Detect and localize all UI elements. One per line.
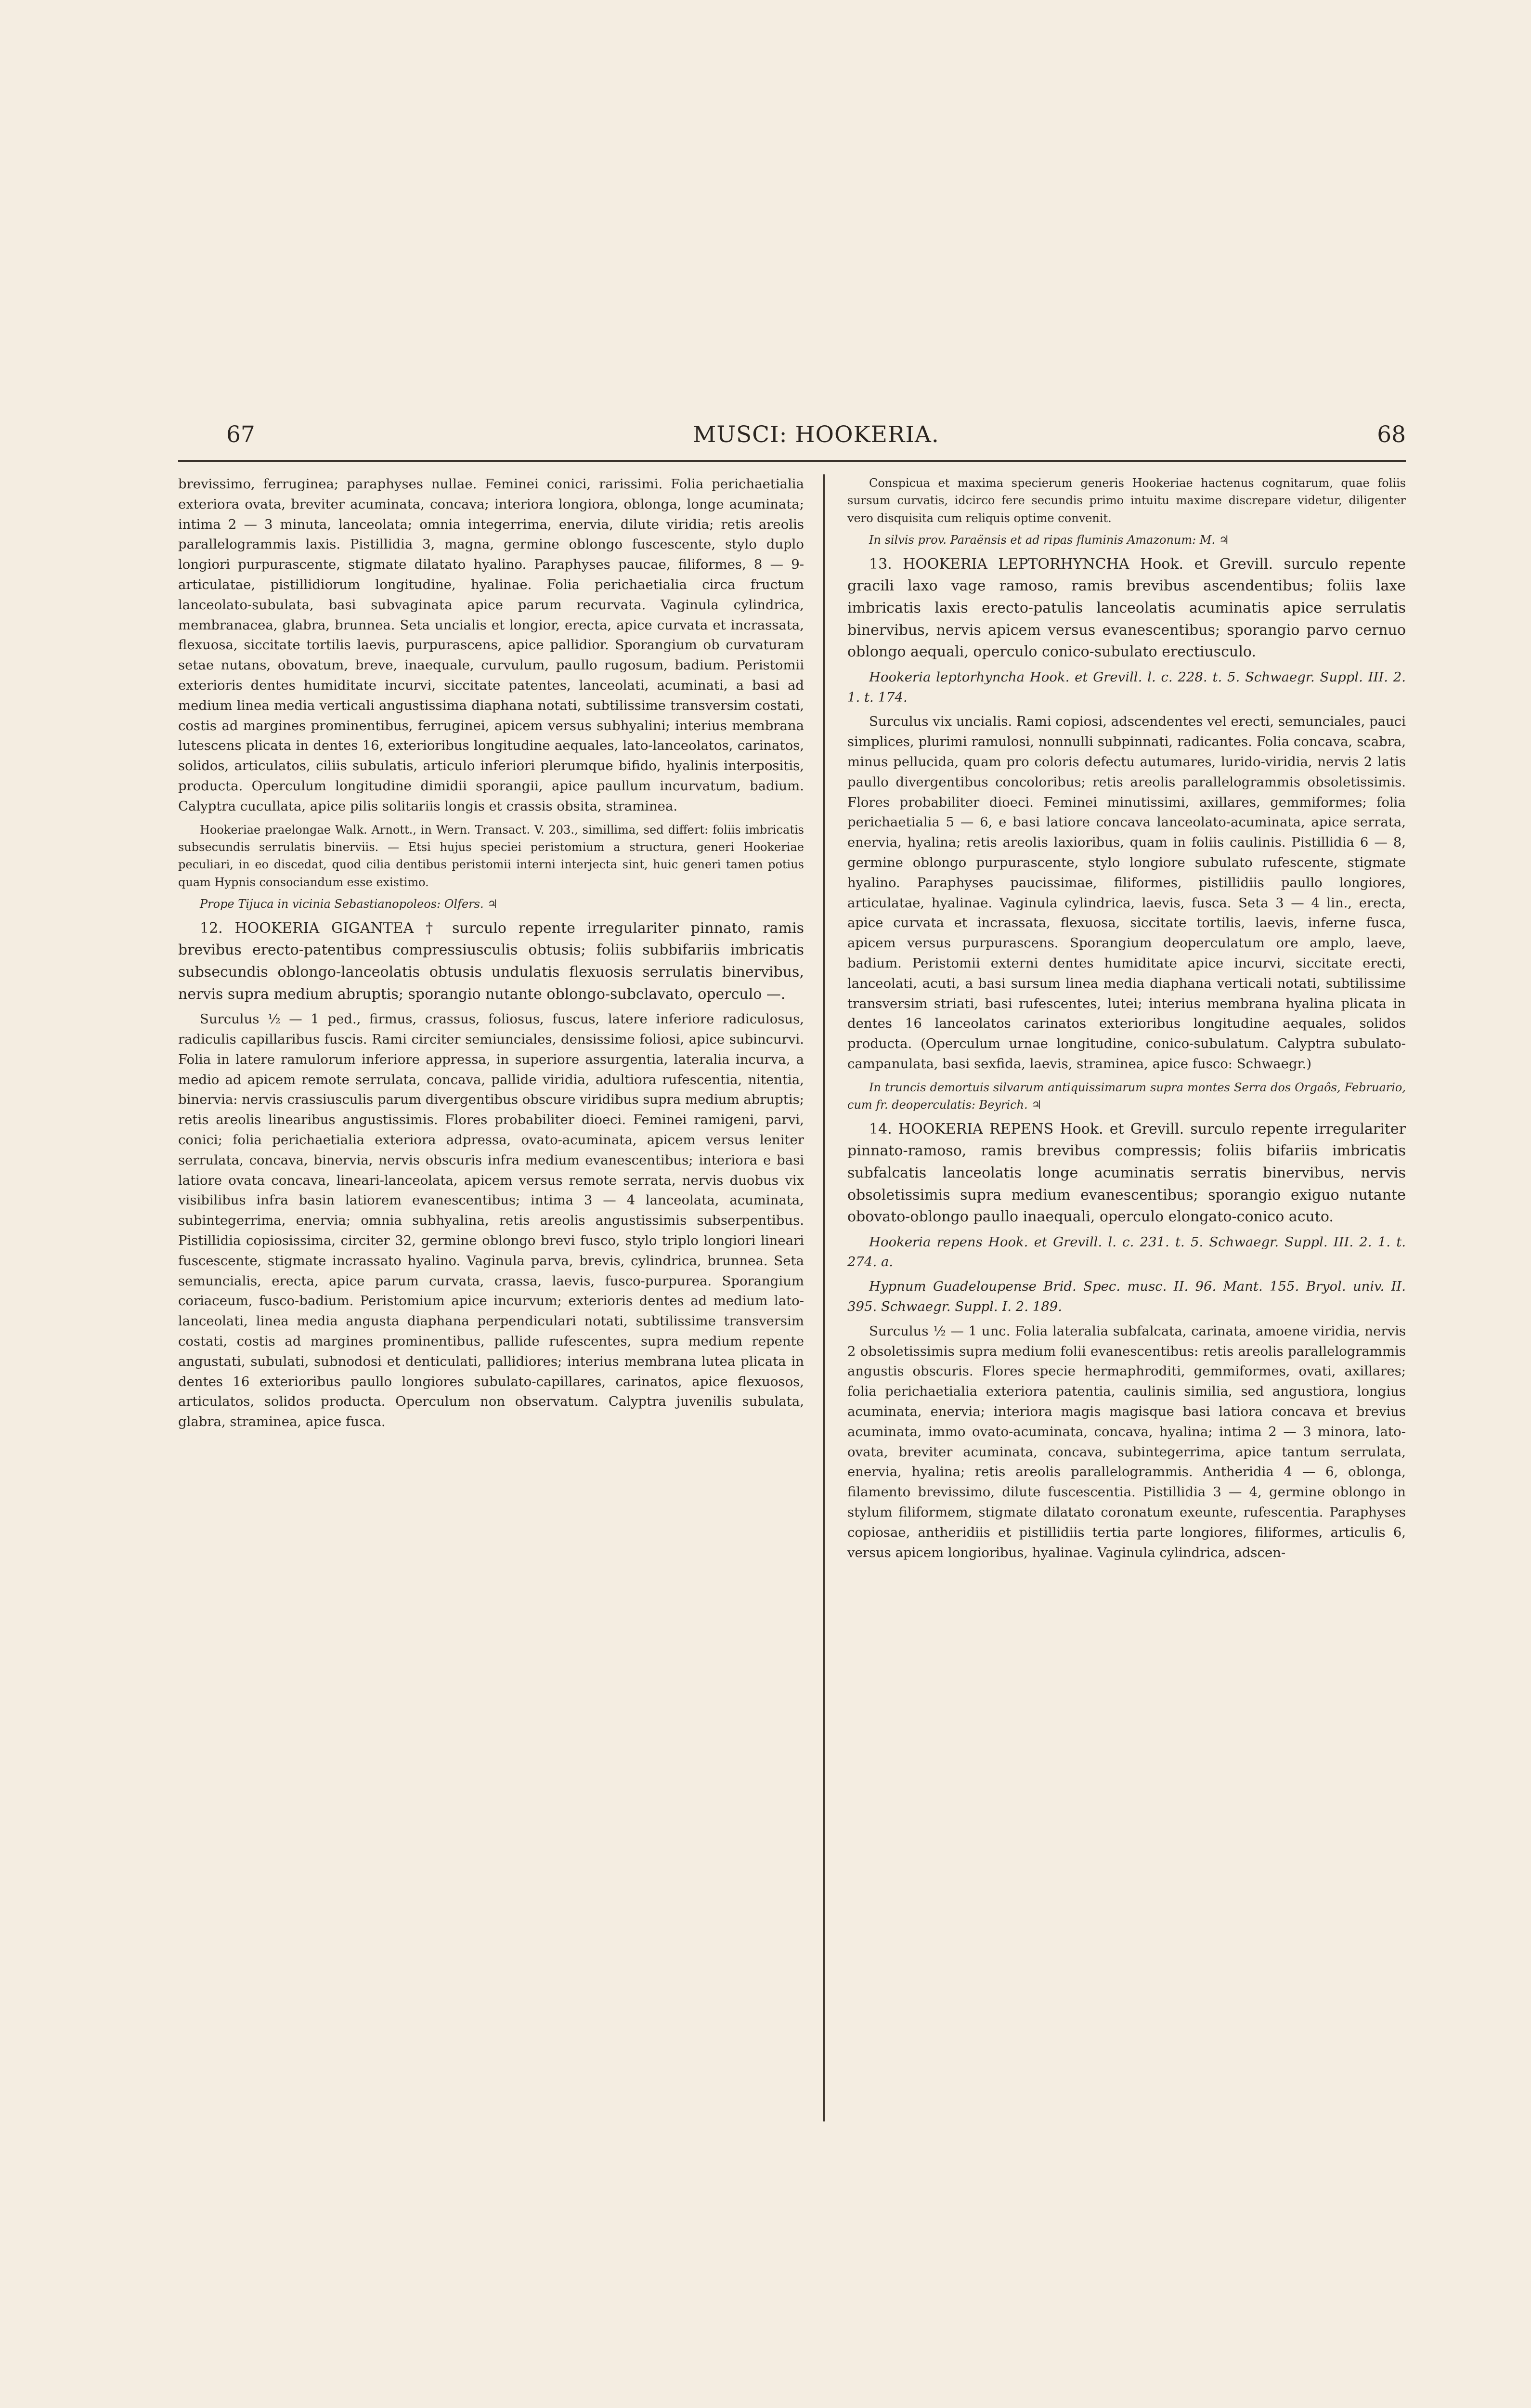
header-rule <box>178 460 1406 462</box>
description-paragraph-14: Surculus ½ — 1 unc. Folia lateralia subfalcata, carinata, amoene viridia, nervis 2 obsoletissimis supra medium folii evanescentibus: retis areolis parallelogrammis angustis obscuris. Flores specie hermaphroditi, gemmiformes, ovati, axillares; folia perichaetialia exteriora patentia, caulinis similia, sed angustiora, longius acuminata, enervia; interiora magis magisque basi latiora concava et brevius acuminata, immo ovato-acuminata, concava, hyalina; intima 2 — 3 minora, lato-ovata, breviter acuminata, concava, subintegerrima, apice tantum serrulata, enervia, hyalina; retis areolis parallelogrammis. Antheridia 4 — 6, oblonga, filamento brevissimo, dilute fuscescentia. Pistillidia 3 — 4, germine oblongo in stylum filiformem, stigmate dilatato coronatum exeunte, rufescentia. Paraphyses copiosae, antheridiis et pistillidiis tertia parte longiores, filiformes, articulis 6, versus apicem longioribus, hyalinae. Vaginula cylindrica, adscen- <box>847 1323 1406 1560</box>
species-heading-12: 12. HOOKERIA GIGANTEA † surculo repente irregulariter pinnato, ramis brevibus erecto-patentibus compressiusculis obtusis; foliis subbifariis imbricatis subsecundis oblongo-lanceolatis obtusis undulatis flexuosis serrulatis binervibus, nervis supra medium abruptis; sporangio nutante oblongo-subclavato, operculo —. <box>178 919 804 1003</box>
synonym-line-13: Hookeria leptorhyncha Hook. et Grevill. l. c. 228. t. 5. Schwaegr. Suppl. III. 2. 1. t. 174. <box>847 669 1406 705</box>
page-number-left: 67 <box>226 421 255 448</box>
running-title: MUSCI: HOOKERIA. <box>693 421 939 448</box>
right-column <box>847 474 1406 1567</box>
description-paragraph-12: Surculus ½ — 1 ped., firmus, crassus, foliosus, fuscus, latere inferiore radiculosus, radiculis capillaribus fuscis. Rami circiter semiunciales, densissime foliosi, apice subincurvi. Folia in latere ramulorum inferiore appressa, in superiore assurgentia, lateralia incurva, a medio ad apicem remote serrulata, concava, pallide viridia, adultiora rufescentia, nitentia, binervia: nervis crassiusculis parum divergentibus obscure viridibus supra medium abruptis; retis areolis linearibus angustissimis. Flores probabiliter dioeci. Feminei ramigeni, parvi, conici; folia perichaetialia exteriora adpressa, ovato-acuminata, apicem versus leniter serrulata, concava, binervia, nervis obscuris infra medium evanescentibus; interiora e basi latiore ovata concava, lineari-lanceolata, apicem versus remote serrata, nervis duobus vix visibilibus infra basin latiorem evanescentibus; intima 3 — 4 lanceolata, acuminata, subintegerrima, enervia; omnia subhyalina, retis areolis angustissimis subserpentibus. Pistillidia copiosissima, circiter 32, germine oblongo brevi fusco, stylo triplo longiori lineari fuscescente, stigmate incrassato hyalino. Vaginula parva, brevis, cylindrica, brunnea. Seta semuncialis, erecta, apice parum curvata, crassa, laevis, fusco-purpurea. Sporangium coriaceum, fusco-badium. Peristomium apice incurvum; exterioris dentes ad medium lato-lanceolati, linea media angusta diaphana perpendiculari notati, subtilissime transversim costati, costis ad margines prominentibus, pallide rufescentes, supra medium repente angustati, subulati, subnodosi et denticulati, pallidiores; interius membrana lutea plicata in dentes 16 exterioribus paullo longiores subulato-capillares, carinatos, apice flexuosos, articulatos, solidos producta. Operculum non observatum. Calyptra juvenilis subulata, glabra, straminea, apice fusca. <box>178 1011 804 1430</box>
description-paragraph: brevissimo, ferruginea; paraphyses nullae. Feminei conici, rarissimi. Folia perichaetialia exteriora ovata, breviter acuminata, concava; interiora longiora, oblonga, longe acuminata; intima 2 — 3 minuta, lanceolata; omnia integerrima, enervia, dilute viridia; retis areolis parallelogrammis laxis. Pistillidia 3, magna, germine oblongo fuscescente, stylo duplo longiori purpurascente, stigmate dilatato hyalino. Paraphyses paucae, filiformes, 8 — 9-articulatae, pistillidiorum longitudine, hyalinae. Folia perichaetialia circa fructum lanceolato-subulata, basi subvaginata apice parum recurvata. Vaginula cylindrica, membranacea, glabra, brunnea. Seta uncialis et longior, erecta, apice curvata et incrassata, flexuosa, siccitate tortilis laevis, purpurascens, apice pallidior. Sporangium ob curvaturam setae nutans, obovatum, breve, inaequale, curvulum, paullo rugosum, badium. Peristomii exterioris dentes humiditate incurvi, siccitate patentes, lanceolati, acuminati, a basi ad medium linea media verticali angustissima diaphana notati, subtilissime transversim costati, costis ad margines prominentibus, ferruginei, apicem versus subhyalini; interius membrana lutescens plicata in dentes 16, exterioribus longitudine aequales, lato-lanceolatos, carinatos, solidos, articulatos, ciliis subulatis, articulo inferiori plerumque bifido, hyalinis interpositis, producta. Operculum longitudine dimidii sporangii, apice paullum incurvatum, badium. Calyptra cucullata, apice pilis solitariis longis et crassis obsita, straminea. <box>178 476 804 814</box>
page-number-right: 68 <box>1377 421 1406 448</box>
description-paragraph-13: Surculus vix uncialis. Rami copiosi, adscendentes vel erecti, semunciales, pauci simplices, plurimi ramulosi, nonnulli subpinnati, radicantes. Folia concava, scabra, minus pellucida, quam pro coloris defectu autumares, lurido-viridia, nervis 2 latis paullo divergentibus concoloribus; retis areolis parallelogrammis obsoletissimis. Flores probabiliter dioeci. Feminei minutissimi, axillares, gemmiformes; folia perichaetialia 5 — 6, e basi latiore concava lanceolato-acuminata, apice serrata, enervia, hyalina; retis areolis laxioribus, quam in foliis caulinis. Pistillidia 6 — 8, germine oblongo purpurascente, stylo longiore subulato rufescente, stigmate hyalino. Paraphyses paucissimae, filiformes, pistillidiis paullo longiores, articulatae, hyalinae. Vaginula cylindrica, laevis, fusca. Seta 3 — 4 lin., erecta, apice curvata et incrassata, flexuosa, siccitate tortilis, laevis, inferne fusca, apicem versus purpurascens. Sporangium deoperculatum ore amplo, laeve, badium. Peristomii externi dentes humiditate apice incurvi, siccitate erecti, lanceolati, acuti, a basi sursum linea media diaphana verticali notati, subtilissime transversim striati, basi rufescentes, lutei; interius membrana hyalina plicata in dentes 16 lanceolatos carinatos exterioribus longitudine aequales, solidos producta. (Operculum urnae longitudine, conico-subulatum. Calyptra subulato-campanulata, basi sexfida, laevis, straminea, apice fusco: Schwaegr.) <box>847 714 1406 1072</box>
locality-line: In silvis prov. Paraënsis et ad ripas fluminis Amazonum: M. ♃ <box>869 533 1230 547</box>
species-heading-13: 13. HOOKERIA LEPTORHYNCHA Hook. et Grevill. surculo repente gracili laxo vage ramoso, ramis brevibus ascendentibus; foliis laxe imbricatis laxis erecto-patulis lanceolatis acuminatis apice serrulatis binervibus, nervis apicem versus evanescentibus; sporangio parvo cernuo oblongo aequali, operculo conico-subulato erectiusculo. <box>847 555 1406 661</box>
species-heading-14: 14. HOOKERIA REPENS Hook. et Grevill. surculo repente irregulariter pinnato-ramoso, ramis brevibus compressis; foliis bifariis imbricatis subfalcatis lanceolatis longe acuminatis serratis binervibus, nervis obsoletissimis supra medium evanescentibus; sporangio exiguo nutante obovato-oblongo paullo inaequali, operculo elongato-conico acuto. <box>847 1120 1406 1226</box>
remark-note: Conspicua et maxima specierum generis Hookeriae hactenus cognitarum, quae foliis sursum curvatis, idcirco fere secundis primo intuitu maxime discrepare videtur, diligenter vero disquisita cum reliquis optime convenit. <box>847 476 1406 525</box>
synonym-line-14a: Hookeria repens Hook. et Grevill. l. c. 231. t. 5. Schwaegr. Suppl. III. 2. 1. t. 274. a. <box>847 1234 1406 1270</box>
synonym-line-14b: Hypnum Guadeloupense Brid. Spec. musc. II. 96. Mant. 155. Bryol. univ. II. 395. Schwaegr. Suppl. I. 2. 189. <box>847 1279 1406 1315</box>
left-column <box>178 474 804 1437</box>
remark-note: Hookeriae praelongae Walk. Arnott., in Wern. Transact. V. 203., simillima, sed differt: foliis imbricatis subsecundis serrulatis binerviis. — Etsi hujus speciei peristomium a structura, generi Hookeriae peculiari, in eo discedat, quod cilia dentibus peristomii interni interjecta sint, huic generi tamen potius quam Hypnis consociandum esse existimo. <box>178 823 804 889</box>
locality-line: Prope Tijuca in vicinia Sebastianopoleos: Olfers. ♃ <box>200 897 498 911</box>
page-header <box>226 417 1406 460</box>
locality-line-13: In truncis demortuis silvarum antiquissimarum supra montes Serra dos Orgaôs, Februario, cum fr. deoperculatis: Beyrich. ♃ <box>847 1080 1406 1112</box>
column-divider <box>823 474 825 2121</box>
